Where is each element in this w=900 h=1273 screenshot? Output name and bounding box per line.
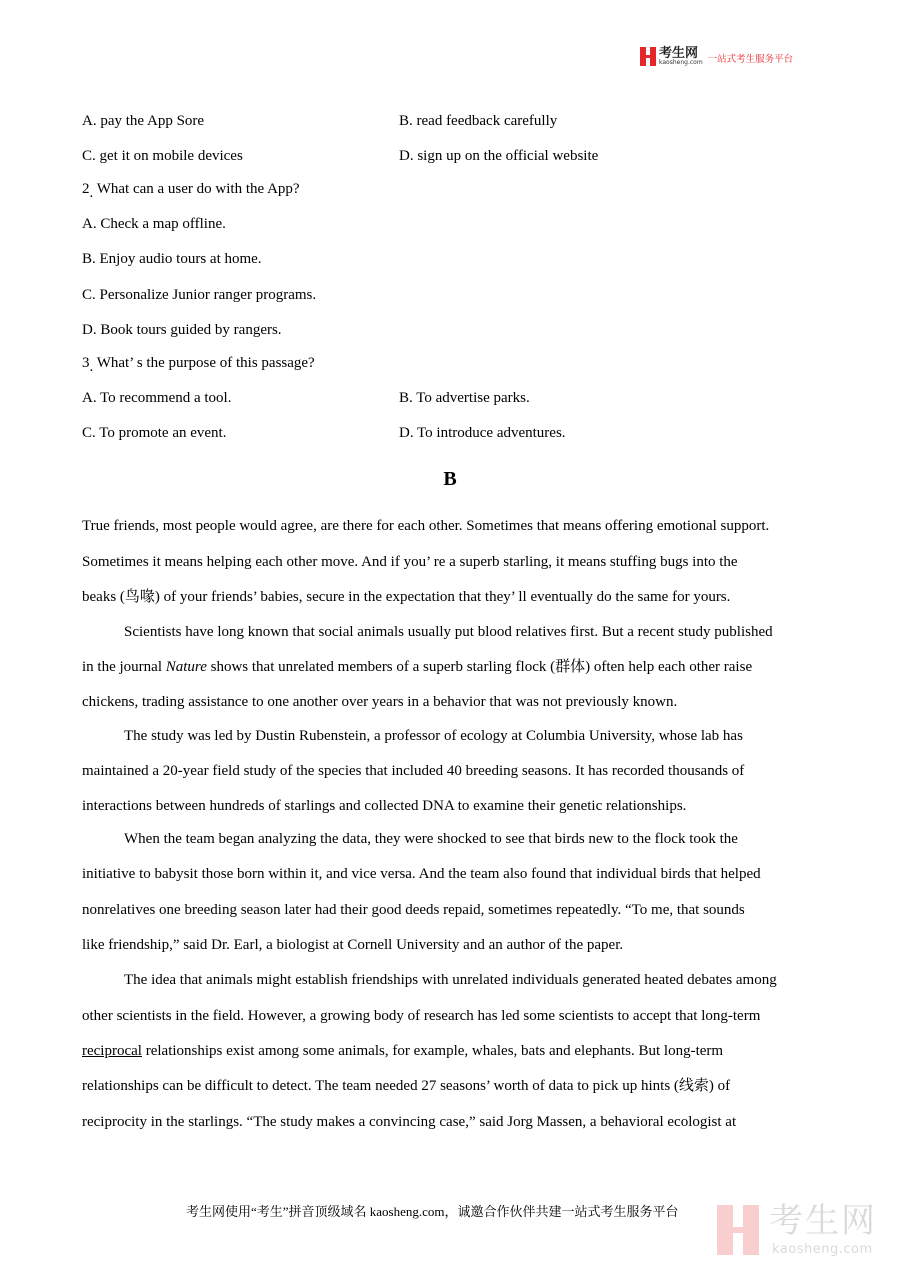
q3-option-a: A. To recommend a tool. bbox=[82, 390, 232, 406]
q3-option-c: C. To promote an event. bbox=[82, 425, 227, 441]
watermark-name: 考生网 bbox=[769, 1201, 877, 1241]
q1-option-c: C. get it on mobile devices bbox=[82, 148, 243, 164]
passage-line: True friends, most people would agree, are there for each other. Sometimes that means offering emotional support. bbox=[82, 518, 770, 534]
q1-option-a: A. pay the App Sore bbox=[82, 113, 205, 129]
logo-name: 考生网 bbox=[659, 45, 699, 61]
section-title: B bbox=[443, 468, 457, 490]
header-slogan: 一站式考生服务平台 bbox=[707, 54, 794, 65]
passage-line: beaks (鸟喙) of your friends’ babies, secure in the expectation that they’ ll eventually do the same for yours. bbox=[82, 589, 731, 605]
passage-line: other scientists in the field. However, a growing body of research has led some scientists to accept that long-term bbox=[82, 1008, 761, 1024]
footer-text: 考生网使用“考生”拼音顶级域名 kaosheng.com，诚邀合作伙伴共建一站式考生服务平台 bbox=[186, 1204, 679, 1219]
passage-line: chickens, trading assistance to one another over years in a behavior that was not previously known. bbox=[82, 694, 678, 710]
q3-option-b: B. To advertise parks. bbox=[399, 390, 530, 406]
q3-option-d: D. To introduce adventures. bbox=[399, 425, 566, 441]
q3-text: What’ s the purpose of this passage? bbox=[93, 355, 315, 371]
q2-option-b: B. Enjoy audio tours at home. bbox=[82, 251, 262, 267]
passage-text: shows that unrelated members of a superb starling flock (群体) often help each other raise bbox=[206, 659, 753, 675]
footer-watermark bbox=[717, 1203, 887, 1259]
passage-line: maintained a 20-year field study of the species that included 40 breeding seasons. It has recorded thousands of bbox=[82, 763, 745, 779]
q1-option-b: B. read feedback carefully bbox=[399, 113, 558, 129]
header-logo bbox=[640, 45, 793, 67]
passage-line: reciprocity in the starlings. “The study makes a convincing case,” said Jorg Massen, a behavioral ecologist at bbox=[82, 1114, 737, 1130]
q2-dot: . bbox=[89, 185, 94, 201]
passage-line: relationships can be difficult to detect. The team needed 27 seasons’ worth of data to pick up hints (线索) of bbox=[82, 1078, 731, 1094]
journal-name: Nature bbox=[165, 659, 207, 675]
underlined-word: reciprocal bbox=[82, 1043, 142, 1059]
watermark-domain: kaosheng.com bbox=[772, 1242, 873, 1257]
passage-line: Sometimes it means helping each other move. And if you’ re a superb starling, it means stuffing bugs into the bbox=[82, 554, 738, 570]
passage-text: in the journal bbox=[82, 659, 166, 675]
q2-text: What can a user do with the App? bbox=[93, 181, 300, 197]
passage-line bbox=[82, 1042, 723, 1060]
q2-option-a: A. Check a map offline. bbox=[82, 216, 226, 232]
kaosheng-logo-icon bbox=[640, 47, 656, 66]
passage-text: relationships exist among some animals, for example, whales, bats and elephants. But long-term bbox=[141, 1043, 724, 1059]
passage-line: When the team began analyzing the data, they were shocked to see that birds new to the flock took the bbox=[124, 831, 738, 847]
kaosheng-watermark-icon bbox=[717, 1205, 759, 1255]
q2-option-c: C. Personalize Junior ranger programs. bbox=[82, 287, 317, 303]
passage-line: like friendship,” said Dr. Earl, a biologist at Cornell University and an author of the paper. bbox=[82, 937, 624, 953]
q1-option-d: D. sign up on the official website bbox=[399, 148, 599, 164]
passage-line: The idea that animals might establish friendships with unrelated individuals generated heated debates among bbox=[124, 972, 777, 988]
passage-line: The study was led by Dustin Rubenstein, a professor of ecology at Columbia University, whose lab has bbox=[124, 728, 743, 744]
passage-line: initiative to babysit those born within it, and vice versa. And the team also found that individual birds that helped bbox=[82, 866, 761, 882]
passage-line: Scientists have long known that social animals usually put blood relatives first. But a recent study published bbox=[124, 624, 773, 640]
q2-stem bbox=[82, 180, 300, 201]
q3-number: 3 bbox=[82, 355, 90, 371]
q3-stem bbox=[82, 354, 315, 375]
passage-line: interactions between hundreds of starlings and collected DNA to examine their genetic relationships. bbox=[82, 798, 687, 814]
q2-option-d: D. Book tours guided by rangers. bbox=[82, 322, 282, 338]
q2-number: 2 bbox=[82, 181, 90, 197]
logo-domain: kaosheng.com bbox=[659, 58, 703, 66]
q3-dot: . bbox=[89, 359, 94, 375]
passage-line: nonrelatives one breeding season later had their good deeds repaid, sometimes repeatedly. “To me, that sounds bbox=[82, 902, 745, 918]
passage-line bbox=[82, 658, 752, 676]
